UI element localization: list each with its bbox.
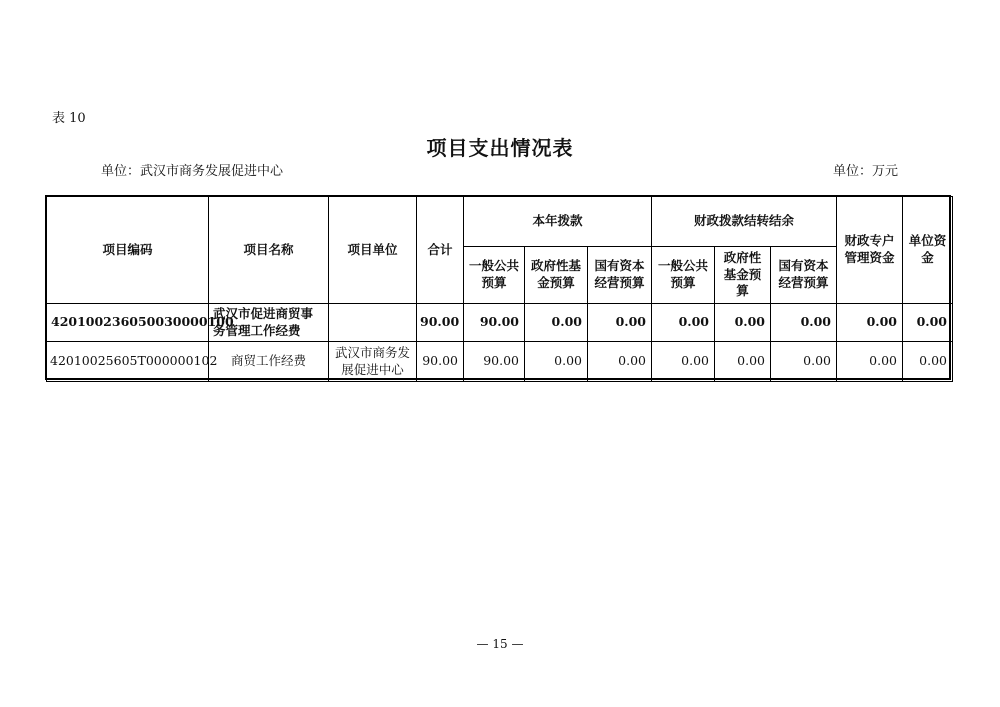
- page-number: — 15 —: [476, 637, 524, 651]
- cell-gov-fund: 0.00: [525, 342, 588, 382]
- header-unit-funds: 单位资金: [903, 197, 953, 304]
- project-expenditure-table: [46, 196, 953, 382]
- cell-name: 武汉市促进商贸事务管理工作经费: [209, 304, 329, 342]
- cell-special: 0.00: [837, 342, 903, 382]
- table-row: [47, 304, 953, 342]
- page-title: 项目支出情况表: [426, 136, 574, 160]
- header-current-year-allocation: 本年拨款: [464, 197, 652, 247]
- cell-general: 90.00: [464, 342, 525, 382]
- cell-special: 0.00: [837, 304, 903, 342]
- cell-carry-general: 0.00: [652, 304, 715, 342]
- header-special-account-funds: 财政专户管理资金: [837, 197, 903, 304]
- header-project-unit: 项目单位: [329, 197, 417, 304]
- header-carry-state-capital-budget: 国有资本经营预算: [771, 247, 837, 304]
- cell-unit: [329, 304, 417, 342]
- header-carry-general-public-budget: 一般公共预算: [652, 247, 715, 304]
- unit-organization: 单位：武汉市商务发展促进中心: [101, 164, 284, 179]
- cell-unit-fund: 0.00: [903, 342, 953, 382]
- cell-name: 商贸工作经费: [209, 342, 329, 382]
- cell-carry-gov-fund: 0.00: [715, 342, 771, 382]
- cell-unit-fund: 0.00: [903, 304, 953, 342]
- header-total: 合计: [417, 197, 464, 304]
- header-government-fund-budget: 政府性基金预算: [525, 247, 588, 304]
- header-general-public-budget: 一般公共预算: [464, 247, 525, 304]
- cell-code: 42010025605T000000102: [47, 342, 209, 382]
- header-state-capital-budget: 国有资本经营预算: [588, 247, 652, 304]
- table-number: 表 10: [52, 111, 86, 126]
- header-carryover-balance: 财政拨款结转结余: [652, 197, 837, 247]
- cell-carry-general: 0.00: [652, 342, 715, 382]
- header-project-name: 项目名称: [209, 197, 329, 304]
- cell-carry-gov-fund: 0.00: [715, 304, 771, 342]
- table-row: [47, 342, 953, 382]
- cell-total: 90.00: [417, 304, 464, 342]
- cell-state-capital: 0.00: [588, 342, 652, 382]
- unit-currency: 单位：万元: [833, 164, 899, 179]
- cell-state-capital: 0.00: [588, 304, 652, 342]
- cell-unit: 武汉市商务发展促进中心: [329, 342, 417, 382]
- header-project-code: 项目编码: [47, 197, 209, 304]
- cell-carry-state-capital: 0.00: [771, 304, 837, 342]
- cell-total: 90.00: [417, 342, 464, 382]
- cell-carry-state-capital: 0.00: [771, 342, 837, 382]
- cell-gov-fund: 0.00: [525, 304, 588, 342]
- cell-general: 90.00: [464, 304, 525, 342]
- cell-code: 420100236050030000100: [47, 304, 209, 342]
- header-carry-government-fund-budget: 政府性基金预算: [715, 247, 771, 304]
